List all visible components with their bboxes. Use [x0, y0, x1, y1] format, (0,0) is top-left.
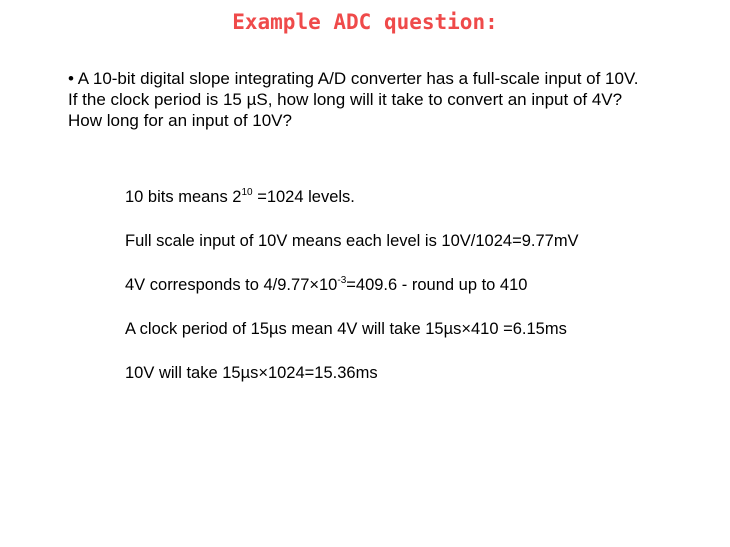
question-line-2: If the clock period is 15 µS, how long will it take to convert an input of 4V? [68, 90, 623, 109]
question-line-3: How long for an input of 10V? [68, 111, 292, 130]
exponent-minus-3: -3 [337, 275, 347, 286]
question-line-1: • A 10-bit digital slope integrating A/D converter has a full-scale input of 10V. [68, 69, 639, 88]
answer-bits-levels: 10 bits means $2^{10} =1024$ levels. [125, 187, 355, 206]
answer-4v-levels: 4V corresponds to $4/9.77\times 10^{-3}=409.6$ - round up to 410 [125, 275, 528, 294]
answer-4v-time: A clock period of 15µs mean 4V will take 15µs×410 =6.15ms [125, 320, 567, 338]
exponent-10: 10 [241, 187, 253, 198]
answer-steps [125, 187, 715, 407]
question-text [68, 68, 708, 131]
answer-level-size: Full scale input of 10V means each level is 10V/1024=9.77mV [125, 232, 579, 250]
slide-title: Example ADC question: [232, 10, 498, 34]
answer-10v-time: 10V will take 15µs×1024=15.36ms [125, 364, 378, 382]
